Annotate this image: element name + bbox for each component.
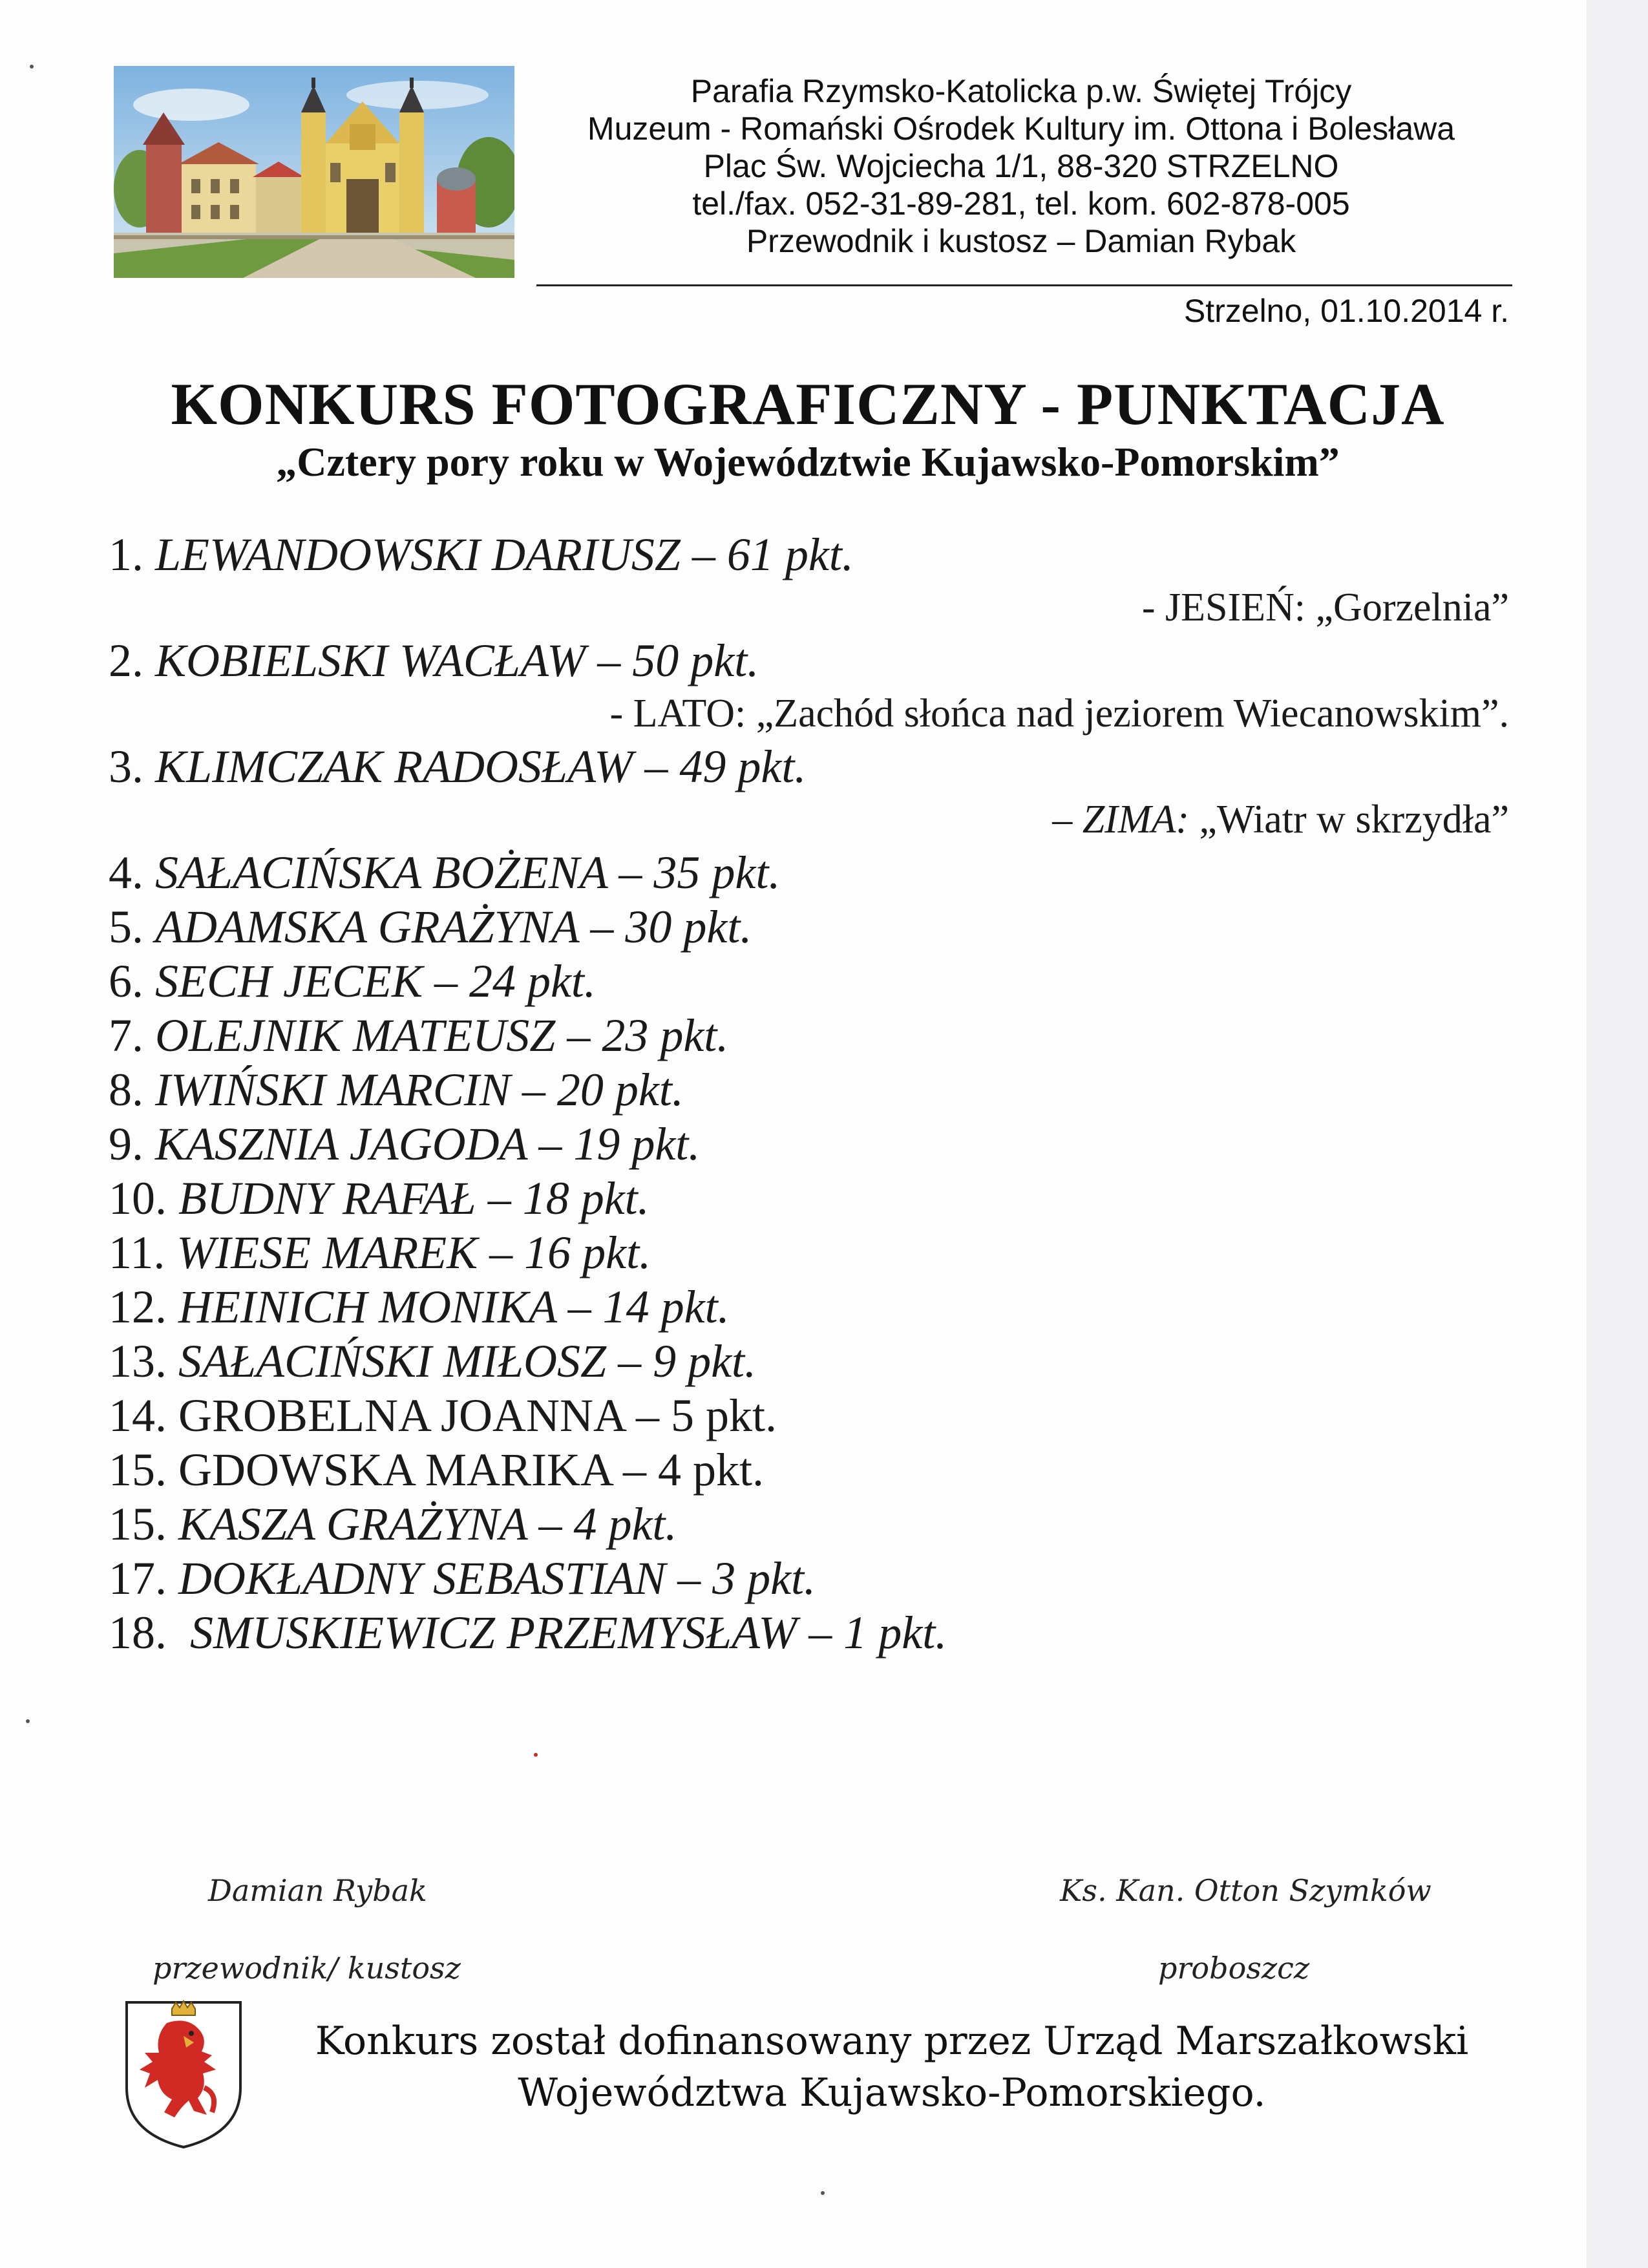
list-item: 1. LEWANDOWSKI DARIUSZ – 61 pkt. <box>109 529 854 580</box>
signature-left-name: Damian Rybak <box>208 1873 427 1908</box>
funding-line: Województwa Kujawsko-Pomorskiego. <box>518 2070 1266 2115</box>
list-item: 6. SECH JECEK – 24 pkt. <box>109 955 596 1007</box>
signature-right-role: proboszcz <box>1158 1951 1310 1986</box>
funding-line: Konkurs został dofinansowany przez Urząd Marszałkowski <box>315 2019 1469 2064</box>
photo-note: - JESIEŃ: „Gorzelnia” <box>1141 586 1509 630</box>
coat-of-arms-icon <box>121 1997 246 2151</box>
list-item: 15. GDOWSKA MARIKA – 4 pkt. <box>109 1444 765 1496</box>
page-subtitle: „Cztery pory roku w Województwie Kujawsko-Pomorskim” <box>276 439 1340 485</box>
header-line: Parafia Rzymsko-Katolicka p.w. Świętej Trójcy <box>690 73 1352 109</box>
scan-speck <box>821 2191 825 2195</box>
scan-speck <box>30 65 34 69</box>
list-item: 5. ADAMSKA GRAŻYNA – 30 pkt. <box>109 901 752 953</box>
page-title: KONKURS FOTOGRAFICZNY - PUNKTACJA <box>171 371 1445 437</box>
signature-right-name: Ks. Kan. Otton Szymków <box>1060 1873 1431 1908</box>
photo-note: – ZIMA: „Wiatr w skrzydła” <box>1052 798 1509 842</box>
list-item: 14. GROBELNA JOANNA – 5 pkt. <box>109 1390 777 1441</box>
header-line: Przewodnik i kustosz – Damian Rybak <box>746 223 1296 259</box>
church-illustration <box>114 66 514 278</box>
ranking-list <box>109 527 1530 1660</box>
list-item: 2. KOBIELSKI WACŁAW – 50 pkt. <box>109 635 759 686</box>
list-item: 3. KLIMCZAK RADOSŁAW – 49 pkt. <box>109 741 807 792</box>
funding-note <box>259 2015 1525 2119</box>
header-divider <box>536 284 1512 286</box>
list-item: 9. KASZNIA JAGODA – 19 pkt. <box>109 1118 701 1170</box>
list-item: 4. SAŁACIŃSKA BOŻENA – 35 pkt. <box>109 847 781 898</box>
list-item: 12. HEINICH MONIKA – 14 pkt. <box>109 1281 730 1333</box>
list-item: 10. BUDNY RAFAŁ – 18 pkt. <box>109 1172 650 1224</box>
document-date: Strzelno, 01.10.2014 r. <box>1183 293 1509 329</box>
header-line: tel./fax. 052-31-89-281, tel. kom. 602-878-005 <box>692 185 1350 222</box>
scan-edge <box>1587 0 1648 2268</box>
list-item: 18. SMUSKIEWICZ PRZEMYSŁAW – 1 pkt. <box>109 1607 947 1659</box>
signature-left-role: przewodnik/ kustosz <box>153 1951 461 1986</box>
institution-header <box>536 72 1506 260</box>
header-line: Plac Św. Wojciecha 1/1, 88-320 STRZELNO <box>703 148 1339 184</box>
list-item: 17. DOKŁADNY SEBASTIAN – 3 pkt. <box>109 1553 816 1604</box>
list-item: 7. OLEJNIK MATEUSZ – 23 pkt. <box>109 1010 729 1061</box>
list-item: 11. WIESE MAREK – 16 pkt. <box>109 1227 651 1278</box>
list-item: 13. SAŁACIŃSKI MIŁOSZ – 9 pkt. <box>109 1335 757 1387</box>
photo-note: - LATO: „Zachód słońca nad jeziorem Wiecanowskim”. <box>609 692 1509 736</box>
list-item: 15. KASZA GRAŻYNA – 4 pkt. <box>109 1498 677 1550</box>
scan-speck <box>26 1719 30 1723</box>
list-item: 8. IWIŃSKI MARCIN – 20 pkt. <box>109 1064 684 1116</box>
scan-speck <box>534 1753 538 1757</box>
header-line: Muzeum - Romański Ośrodek Kultury im. Ottona i Bolesława <box>587 111 1455 147</box>
